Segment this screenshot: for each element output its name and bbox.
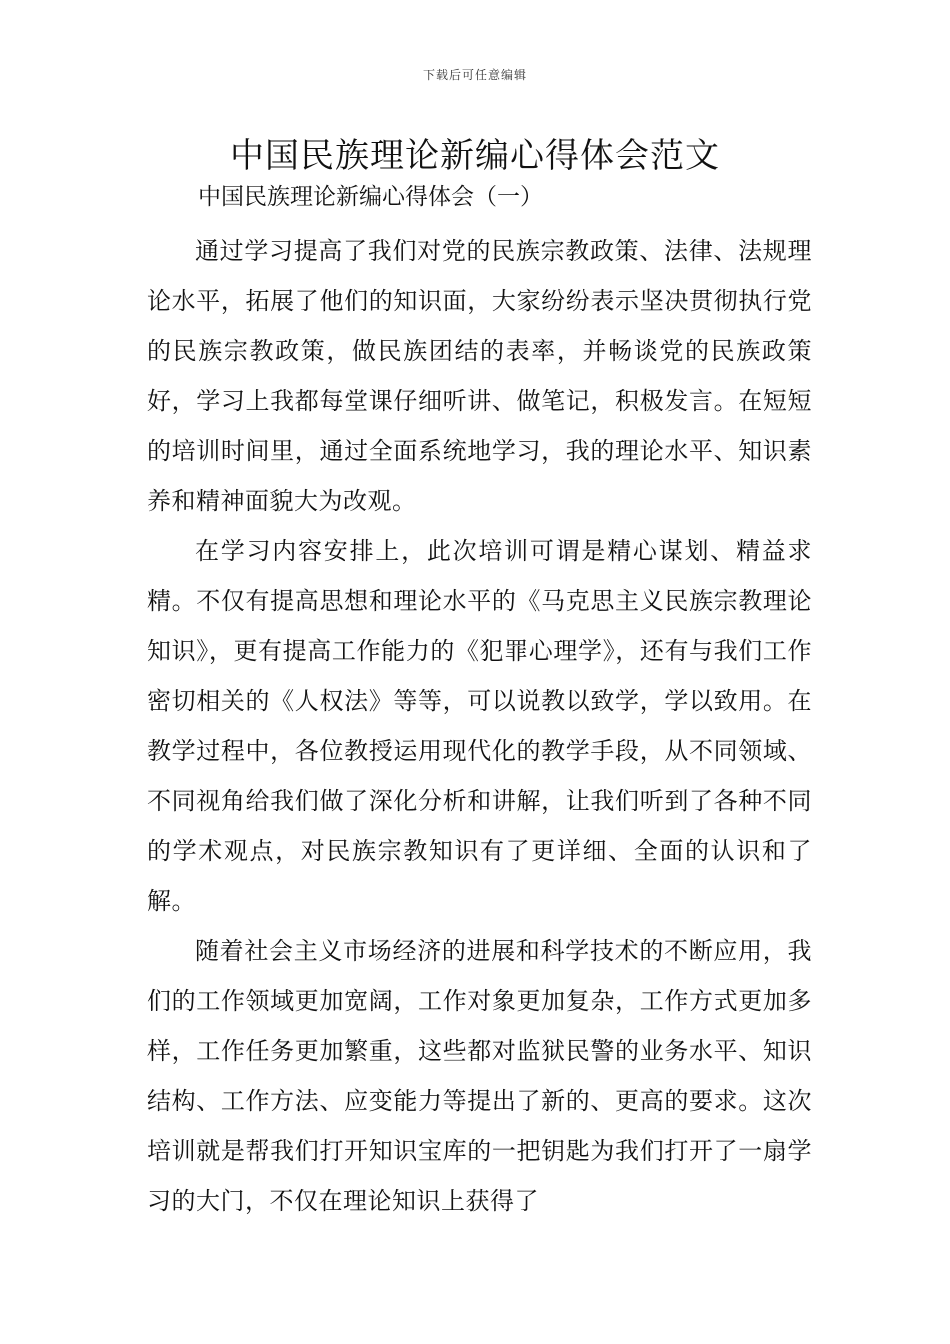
- document-title: 中国民族理论新编心得体会范文: [230, 136, 720, 176]
- document-body: [147, 226, 812, 1226]
- section-subtitle: 中国民族理论新编心得体会（一）: [198, 184, 543, 210]
- paragraph-1: 通过学习提高了我们对党的民族宗教政策、法律、法规理论水平，拓展了他们的知识面，大家纷纷表示坚决贯彻执行党的民族宗教政策，做民族团结的表率，并畅谈党的民族政策好，学习上我都每堂课仔细听讲、做笔记，积极发言。在短短的培训时间里，通过全面系统地学习，我的理论水平、知识素养和精神面貌大为改观。: [147, 237, 812, 515]
- paragraph-2: 在学习内容安排上，此次培训可谓是精心谋划、精益求精。不仅有提高思想和理论水平的《马克思主义民族宗教理论知识》，更有提高工作能力的《犯罪心理学》，还有与我们工作密切相关的《人权法》等等，可以说教以致学，学以致用。在教学过程中，各位教授运用现代化的教学手段，从不同领域、不同视角给我们做了深化分析和讲解，让我们听到了各种不同的学术观点，对民族宗教知识有了更详细、全面的认识和了解。: [147, 537, 812, 915]
- paragraph-3: 随着社会主义市场经济的进展和科学技术的不断应用，我们的工作领域更加宽阔，工作对象更加复杂，工作方式更加多样，工作任务更加繁重，这些都对监狱民警的业务水平、知识结构、工作方法、应变能力等提出了新的、更高的要求。这次培训就是帮我们打开知识宝库的一把钥匙为我们打开了一扇学习的大门，不仅在理论知识上获得了: [147, 937, 812, 1215]
- header-note: 下载后可任意编辑: [422, 68, 527, 82]
